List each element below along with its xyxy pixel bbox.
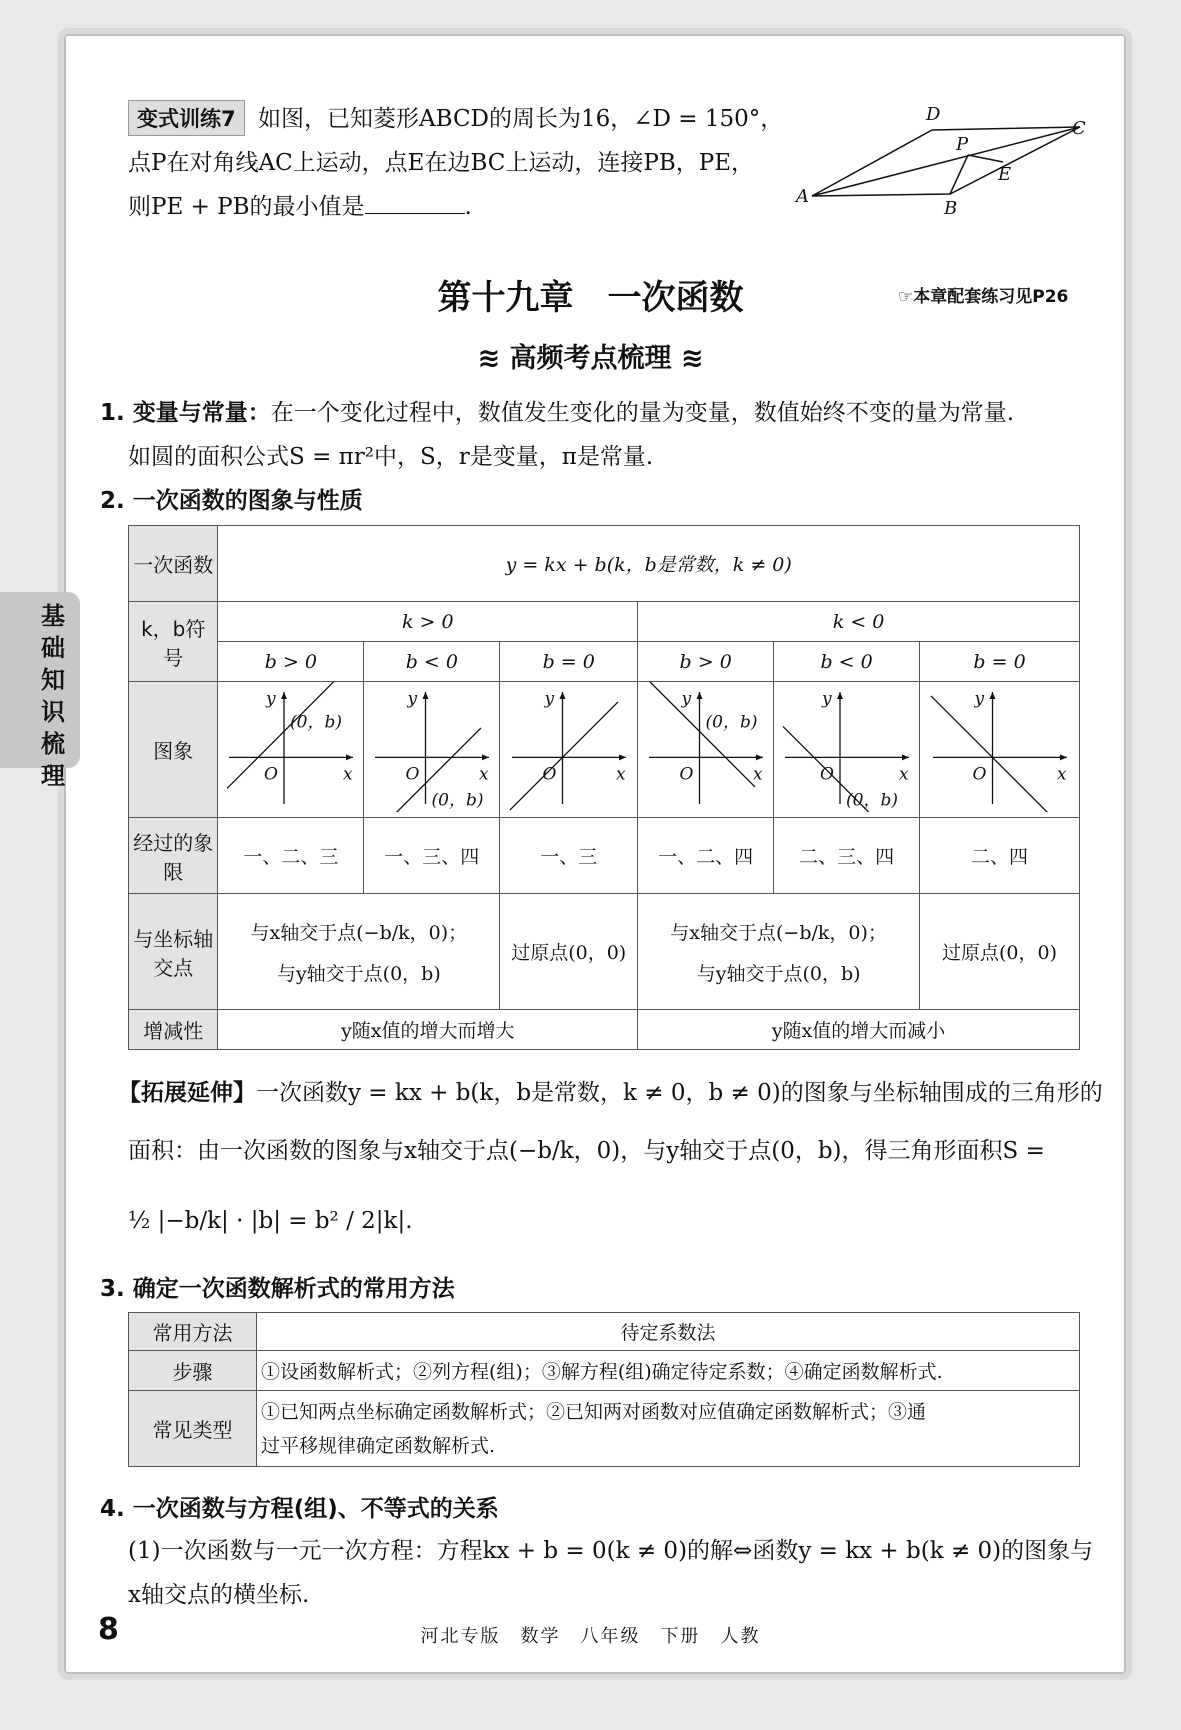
b-val: b > 0 — [218, 642, 364, 682]
graph-cell — [500, 682, 638, 818]
y-label: y — [265, 689, 276, 709]
axis-pos-y: 与y轴交于点(0，b) — [276, 962, 441, 985]
intercept-label: (0，b) — [289, 712, 342, 733]
function-line — [510, 702, 618, 810]
quad: 二、三、四 — [774, 818, 920, 894]
graph-cell — [218, 682, 364, 818]
intercept-label: (0，b) — [705, 712, 758, 733]
y-arrow — [559, 692, 565, 699]
x-arrow — [346, 754, 353, 760]
y-label: y — [821, 689, 832, 709]
exercise-line-2: 点P在对角线AC上运动，点E在边BC上运动，连接PB，PE， — [128, 150, 755, 176]
y-label: y — [407, 689, 417, 709]
ext-line-2: 面积：由一次函数的图象与x轴交于点(−b/k，0)，与y轴交于点(0，b)，得三角形面积S = — [128, 1138, 1045, 1164]
y-label: y — [974, 689, 984, 709]
y-arrow — [989, 692, 995, 699]
sec3-title: 3. 确定一次函数解析式的常用方法 — [100, 1276, 455, 1302]
section-subtitle: ≋ 高频考点梳理 ≋ — [477, 343, 704, 374]
row-quad-label: 经过的象限 — [129, 818, 218, 894]
label-p: P — [956, 134, 969, 155]
graph-k-pos-b-zero — [504, 682, 634, 812]
steps-value: ①设函数解析式；②列方程(组)；③解方程(组)确定待定系数；④确定函数解析式. — [257, 1351, 1080, 1391]
x-arrow — [756, 754, 763, 760]
ext-line-3: ½ |−b/k| · |b| = b² / 2|k|. — [128, 1208, 413, 1234]
axis-origin-pos: 过原点(0，0) — [500, 894, 638, 1010]
quad: 一、三 — [500, 818, 638, 894]
side-tab-label: 基础知识梳理 — [41, 602, 65, 790]
sec1-line-2: 如圆的面积公式S = πr²中，S，r是变量，π是常量. — [128, 444, 654, 470]
row-fn-label: 一次函数 — [129, 526, 218, 602]
ext-text-1: 一次函数y = kx + b(k，b是常数，k ≠ 0，b ≠ 0)的图象与坐标轴围成的三角形的 — [256, 1080, 1103, 1106]
types-value-2: 过平移规律确定函数解析式. — [261, 1434, 496, 1457]
x-label: x — [898, 764, 909, 785]
axis-pos — [218, 894, 500, 1010]
graph-cell — [364, 682, 500, 818]
label-a: A — [796, 186, 809, 207]
segment-pe — [968, 155, 1003, 162]
sec1-line-1 — [100, 394, 1014, 427]
segment-pb — [950, 155, 968, 194]
mono-inc: y随x值的增大而增大 — [218, 1010, 638, 1050]
sec1-title: 1. 变量与常量： — [100, 400, 271, 426]
method-table — [128, 1312, 1080, 1467]
x-arrow — [619, 754, 626, 760]
quad: 一、二、三 — [218, 818, 364, 894]
y-arrow — [281, 692, 287, 699]
label-e: E — [998, 164, 1012, 185]
chapter-ref: ☞本章配套练习见P26 — [898, 287, 1069, 307]
exercise-tag: 变式训练7 — [128, 100, 245, 136]
x-label: x — [1056, 764, 1067, 785]
graph-k-neg-b-neg — [777, 682, 917, 812]
diagonal-ac — [812, 127, 1080, 196]
sec2-title: 2. 一次函数的图象与性质 — [100, 488, 363, 514]
sec4-line-1: (1)一次函数与一元一次方程：方程kx + b = 0(k ≠ 0)的解⇔函数y = kx + b(k ≠ 0)的图象与 — [128, 1538, 1094, 1564]
label-b: B — [944, 198, 958, 219]
exercise-line-3-prefix: 则PE + PB的最小值是 — [128, 194, 365, 220]
answer-blank[interactable] — [365, 195, 465, 214]
k-pos: k > 0 — [218, 602, 638, 642]
exercise-line-3 — [128, 188, 472, 221]
steps-label: 步骤 — [129, 1351, 257, 1391]
graph-k-neg-b-pos — [641, 682, 771, 812]
y-label: y — [681, 689, 691, 709]
graph-k-neg-b-zero — [925, 682, 1075, 812]
row-mono-label: 增减性 — [129, 1010, 218, 1050]
label-d: D — [926, 104, 941, 125]
origin-label: O — [679, 764, 694, 785]
axis-pos-x: 与x轴交于点(−b/k，0)； — [250, 921, 468, 944]
axis-origin-neg: 过原点(0，0) — [920, 894, 1080, 1010]
mono-dec: y随x值的增大而减小 — [638, 1010, 1080, 1050]
function-line — [931, 696, 1059, 812]
types-value-1: ①已知两点坐标确定函数解析式；②已知两对函数对应值确定函数解析式；③通 — [261, 1400, 927, 1423]
row-sign-label: k，b符号 — [129, 602, 218, 682]
origin-label: O — [972, 764, 986, 785]
graph-cell — [920, 682, 1080, 818]
row-fn: y = kx + b(k，b是常数，k ≠ 0) — [218, 526, 1080, 602]
x-label: x — [478, 764, 489, 785]
exercise-line-1: 如图，已知菱形ABCD的周长为16，∠D = 150°， — [258, 106, 784, 132]
ext-line-1 — [118, 1074, 1103, 1107]
types-value — [257, 1391, 1080, 1467]
y-arrow — [422, 692, 428, 699]
graph-k-pos-b-neg — [367, 682, 497, 812]
ext-tag: 【拓展延伸】 — [118, 1080, 256, 1106]
b-val: b = 0 — [500, 642, 638, 682]
x-arrow — [482, 754, 489, 760]
axis-neg-x: 与x轴交于点(−b/k，0)； — [670, 921, 887, 944]
y-arrow — [837, 692, 843, 699]
exercise-line-3-suffix: . — [464, 194, 472, 220]
intercept-label: (0，b) — [431, 790, 484, 811]
method-value: 待定系数法 — [257, 1313, 1080, 1351]
axis-neg — [638, 894, 920, 1010]
intercept-label: (0，b) — [845, 790, 898, 811]
axis-neg-y: 与y轴交于点(0，b) — [696, 962, 861, 985]
sec4-line-2: x轴交点的横坐标. — [128, 1582, 310, 1608]
x-label: x — [342, 764, 353, 785]
quad: 一、二、四 — [638, 818, 774, 894]
rhombus-figure — [790, 100, 1100, 220]
method-label: 常用方法 — [129, 1313, 257, 1351]
graph-k-pos-b-pos — [221, 682, 361, 812]
b-val: b > 0 — [638, 642, 774, 682]
graph-cell — [774, 682, 920, 818]
function-table — [128, 525, 1080, 1050]
quad: 二、四 — [920, 818, 1080, 894]
row-graph-label: 图象 — [129, 682, 218, 818]
b-val: b = 0 — [920, 642, 1080, 682]
sec1-text-1: 在一个变化过程中，数值发生变化的量为变量，数值始终不变的量为常量. — [270, 400, 1015, 426]
x-arrow — [902, 754, 909, 760]
b-val: b < 0 — [364, 642, 500, 682]
origin-label: O — [819, 764, 834, 785]
y-arrow — [696, 692, 702, 699]
quad: 一、三、四 — [364, 818, 500, 894]
origin-label: O — [405, 764, 420, 785]
b-val: b < 0 — [774, 642, 920, 682]
x-label: x — [615, 764, 626, 785]
k-neg: k < 0 — [638, 602, 1080, 642]
origin-label: O — [542, 764, 557, 785]
footer-text: 河北专版 数学 八年级 下册 人教 — [420, 1626, 761, 1647]
types-label: 常见类型 — [129, 1391, 257, 1467]
origin-label: O — [263, 764, 278, 785]
x-label: x — [752, 764, 763, 785]
graph-cell — [638, 682, 774, 818]
sec4-title: 4. 一次函数与方程(组)、不等式的关系 — [100, 1496, 499, 1522]
page-number: 8 — [98, 1612, 119, 1647]
x-arrow — [1060, 754, 1067, 760]
y-label: y — [544, 689, 554, 709]
chapter-title: 第十九章 一次函数 — [437, 278, 744, 318]
row-axis-label: 与坐标轴交点 — [129, 894, 218, 1010]
label-c: C — [1072, 118, 1086, 139]
